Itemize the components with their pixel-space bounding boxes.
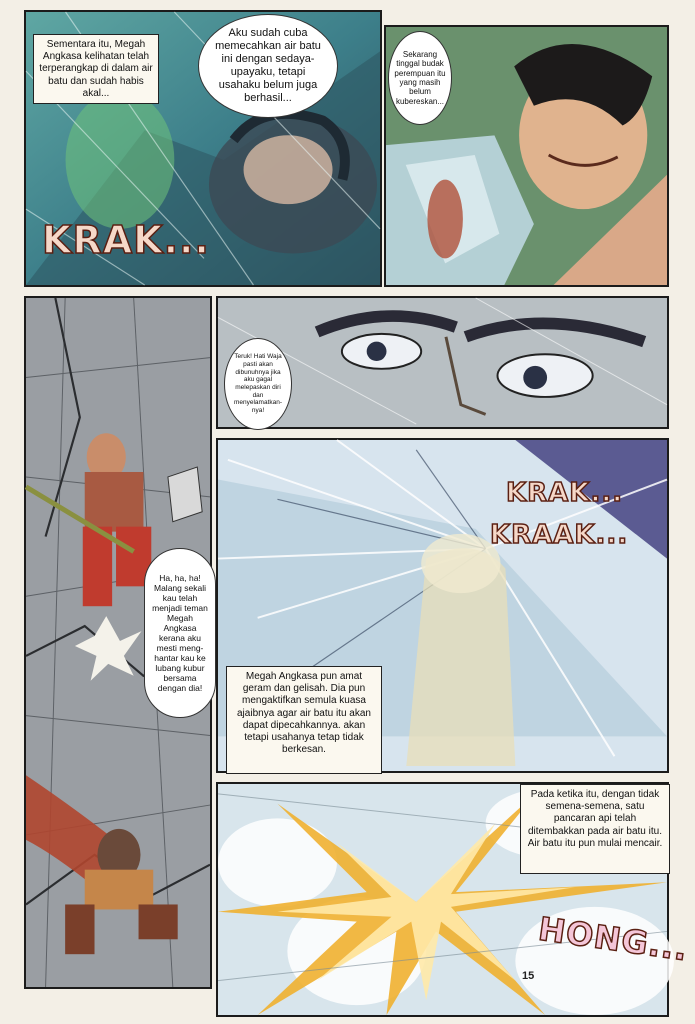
panel-5-sfx-1: KRAK... — [506, 478, 624, 508]
panel-6-caption: Pada ketika itu, dengan tidak semena-semena, satu pancaran api telah ditembakkan pada air batu itu. Air batu itu pun mulai mencair. — [520, 784, 670, 874]
panel-5 — [216, 438, 669, 773]
panel-1 — [24, 10, 382, 287]
page-number: 15 — [522, 970, 535, 982]
panel-4-thought-bubble: Teruk! Hati Waja pasti akan dibunuhnya jika aku gagal melepaskan diri dan menyelamatkan-nya! — [224, 338, 292, 430]
panel-6 — [216, 782, 691, 1017]
panel-4 — [216, 296, 669, 429]
panel-2-speech-bubble: Sekarang tinggal budak perempuan itu yang masih belum kubereskan... — [388, 31, 452, 125]
panel-1-sfx: KRAK... — [42, 218, 210, 262]
panel-5-sfx-2: KRAAK... — [490, 520, 629, 550]
panel-2 — [384, 25, 669, 287]
panel-6-sfx: HONG... — [536, 909, 691, 969]
panel-1-caption: Sementara itu, Megah Angkasa kelihatan telah terperangkap di dalam air batu dan sudah habis akal... — [33, 34, 159, 104]
panel-5-caption: Megah Angkasa pun amat geram dan gelisah. Dia pun mengaktifkan semula kuasa ajaibnya agar air batu itu akan dapat dipecahkannya. akan tetapi usahanya tetap tidak berkesan. — [226, 666, 382, 774]
panel-3-speech-bubble: Ha, ha, ha! Malang sekali kau telah menjadi teman Megah Angkasa kerana aku mesti meng-hantar kau ke lubang kubur bersama dengan dia! — [144, 548, 216, 718]
panel-3 — [24, 296, 212, 989]
panel-1-thought-bubble: Aku sudah cuba memecahkan air batu ini dengan sedaya-upayaku, tetapi usahaku belum juga berhasil... — [198, 14, 338, 118]
